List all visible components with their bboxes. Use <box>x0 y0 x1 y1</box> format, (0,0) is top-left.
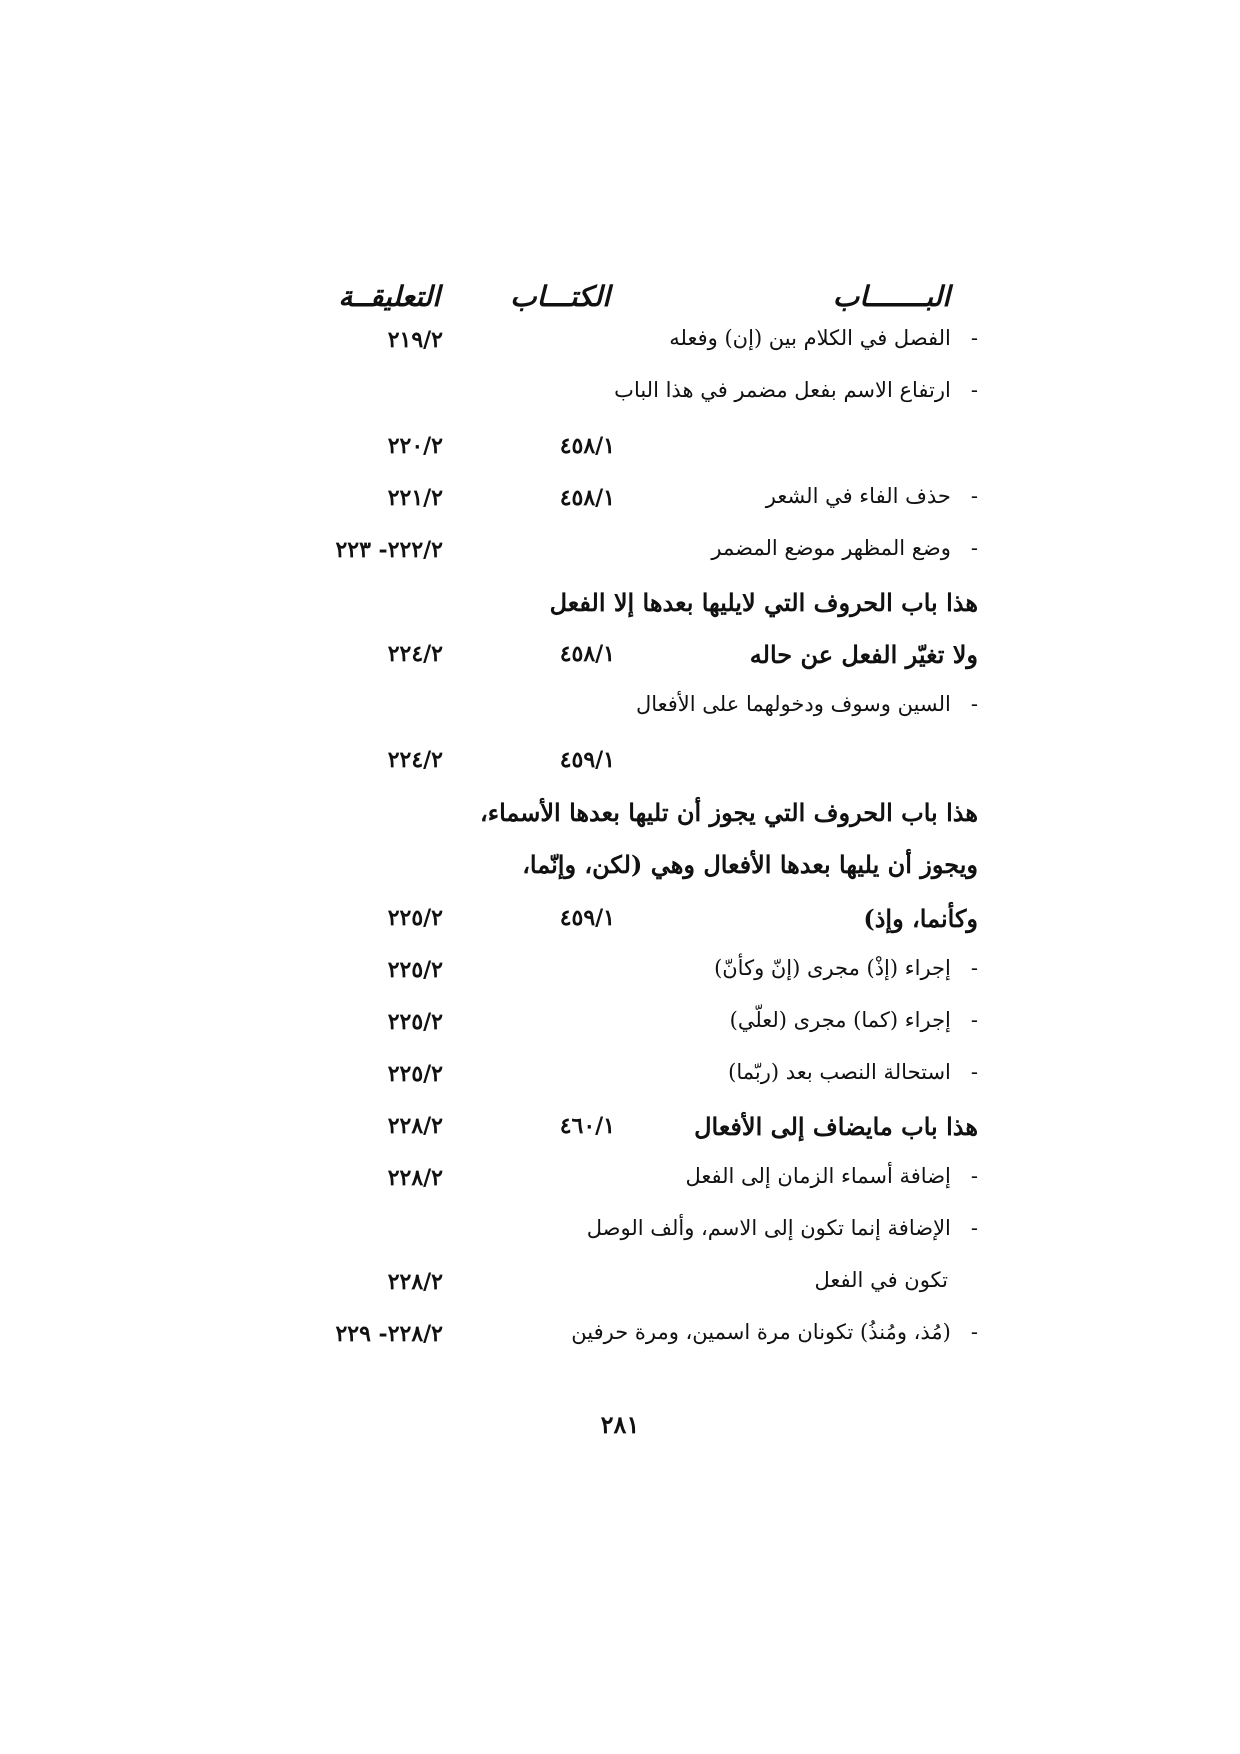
page-number: ٢٨١ <box>600 1410 640 1439</box>
commentary-reference: ٢٢٤/٢ <box>387 641 443 667</box>
index-row <box>0 1262 1240 1314</box>
chapter-heading <box>480 798 978 827</box>
topic-label: (مُذ، ومُنذُ) تكونان مرة اسمين، ومرة حرفين <box>571 1320 951 1344</box>
topic-label: استحالة النصب بعد (ربّما) <box>728 1060 951 1084</box>
topic-label: تكون في الفعل <box>814 1268 948 1292</box>
index-row <box>0 1210 1240 1262</box>
chapter-heading <box>550 588 978 617</box>
index-heading-row <box>0 582 1240 634</box>
list-dash: - <box>970 1164 978 1188</box>
header-commentary: التعليقــة <box>338 280 440 313</box>
topic-label: الإضافة إنما تكون إلى الاسم، وألف الوصل <box>586 1216 951 1240</box>
commentary-reference: ٢٢٥/٢ <box>387 957 443 983</box>
index-row <box>0 372 1240 426</box>
book-reference: ٤٥٨/١ <box>559 641 615 667</box>
topic-label: حذف الفاء في الشعر <box>765 484 951 508</box>
book-reference: ٤٥٩/١ <box>559 905 615 931</box>
index-row <box>0 1002 1240 1054</box>
commentary-reference: ٢٢٥/٢ <box>387 905 443 931</box>
commentary-reference: ٢٢٠/٢ <box>387 433 443 459</box>
list-dash: - <box>970 536 978 560</box>
topic-label: إجراء (إذْ) مجرى (إنّ وكأنّ) <box>714 956 951 980</box>
topic-text <box>587 1216 978 1240</box>
list-dash: - <box>970 692 978 716</box>
book-reference: ٤٥٩/١ <box>559 747 615 773</box>
topic-text <box>714 956 978 980</box>
index-row <box>0 320 1240 372</box>
index-row <box>0 686 1240 740</box>
topic-label: هذا باب الحروف التي لايليها بعدها إلا الفعل <box>549 588 978 617</box>
chapter-heading <box>863 904 978 933</box>
list-dash: - <box>970 1060 978 1084</box>
book-reference: ٤٦٠/١ <box>559 1113 615 1139</box>
topic-text <box>711 536 978 560</box>
list-dash: - <box>970 1320 978 1344</box>
topic-label: السين وسوف ودخولهما على الأفعال <box>635 692 951 716</box>
index-row <box>0 1314 1240 1366</box>
topic-text <box>730 1008 978 1032</box>
chapter-heading <box>694 1112 978 1141</box>
topic-text <box>685 1164 978 1188</box>
header-book: الكتـــاب <box>510 280 610 313</box>
topic-label: هذا باب الحروف التي يجوز أن تليها بعدها الأسماء، <box>480 798 978 827</box>
commentary-reference: ٢٢٢/٢- ٢٢٣ <box>335 537 443 563</box>
topic-text <box>669 326 978 350</box>
index-heading-row <box>0 792 1240 844</box>
index-row <box>0 1158 1240 1210</box>
commentary-reference: ٢٢٨/٢- ٢٢٩ <box>335 1321 443 1347</box>
topic-label: هذا باب مايضاف إلى الأفعال <box>694 1112 978 1141</box>
topic-label: إضافة أسماء الزمان إلى الفعل <box>685 1164 951 1188</box>
index-row <box>0 478 1240 530</box>
index-row <box>0 740 1240 792</box>
table-header <box>0 280 1240 324</box>
commentary-reference: ٢٢٥/٢ <box>387 1061 443 1087</box>
list-dash: - <box>970 956 978 980</box>
commentary-reference: ٢٢٥/٢ <box>387 1009 443 1035</box>
commentary-reference: ٢٢٨/٢ <box>387 1269 443 1295</box>
commentary-reference: ٢٢٨/٢ <box>387 1113 443 1139</box>
topic-text <box>614 378 978 402</box>
index-row <box>0 530 1240 582</box>
chapter-heading <box>750 640 978 669</box>
topic-text <box>571 1320 978 1344</box>
index-row <box>0 1054 1240 1106</box>
commentary-reference: ٢٢٤/٢ <box>387 747 443 773</box>
list-dash: - <box>970 484 978 508</box>
topic-text <box>766 484 978 508</box>
topic-label: وكأنما، وإذ) <box>863 904 978 933</box>
index-heading-row <box>0 844 1240 898</box>
list-dash: - <box>970 1008 978 1032</box>
topic-label: ويجوز أن يليها بعدها الأفعال وهي (لكن، وإنّما، <box>522 850 978 879</box>
topic-label: ارتفاع الاسم بفعل مضمر في هذا الباب <box>614 378 951 402</box>
list-dash: - <box>970 326 978 350</box>
commentary-reference: ٢٢٨/٢ <box>387 1165 443 1191</box>
topic-text <box>728 1060 978 1084</box>
index-row <box>0 426 1240 478</box>
book-reference: ٤٥٨/١ <box>559 485 615 511</box>
topic-label: إجراء (كما) مجرى (لعلّي) <box>729 1008 951 1032</box>
index-heading-row <box>0 898 1240 950</box>
topic-label: وضع المظهر موضع المضمر <box>711 536 951 560</box>
index-heading-row <box>0 634 1240 686</box>
topic-label: ولا تغيّر الفعل عن حاله <box>749 640 978 669</box>
commentary-reference: ٢٢١/٢ <box>387 485 443 511</box>
book-reference: ٤٥٨/١ <box>559 433 615 459</box>
index-row <box>0 950 1240 1002</box>
chapter-heading <box>522 850 978 879</box>
list-dash: - <box>970 378 978 402</box>
topic-text <box>815 1268 949 1292</box>
list-dash: - <box>970 1216 978 1240</box>
index-heading-row <box>0 1106 1240 1158</box>
index-entries <box>0 320 1240 1366</box>
commentary-reference: ٢١٩/٢ <box>387 327 443 353</box>
header-chapter: البـــــــاب <box>832 280 950 313</box>
topic-label: الفصل في الكلام بين (إن) وفعله <box>669 326 951 350</box>
topic-text <box>636 692 978 716</box>
